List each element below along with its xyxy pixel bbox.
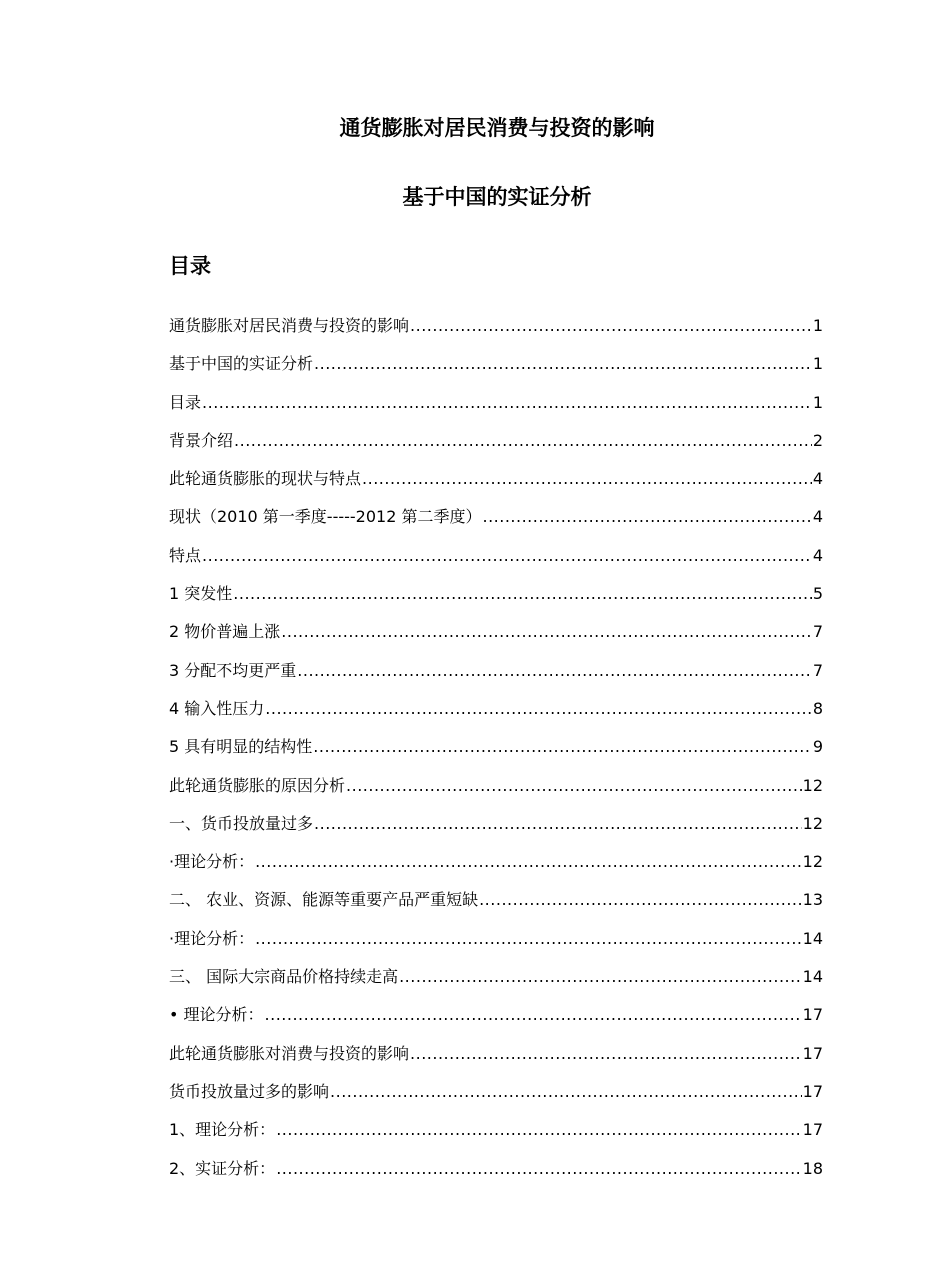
- toc-entry-text: 此轮通货膨胀的现状与特点: [169, 469, 362, 489]
- toc-entry-text: 1 突发性: [169, 584, 233, 604]
- toc-leader-dots: [410, 1040, 802, 1068]
- toc-leader-dots: [265, 1001, 802, 1029]
- toc-entry-text: • 理论分析：: [169, 1005, 264, 1025]
- toc-entry-page: 18: [802, 1158, 823, 1178]
- toc-entry-text: 此轮通货膨胀的原因分析: [169, 775, 346, 795]
- table-of-contents: [169, 312, 823, 1193]
- toc-entry[interactable]: [169, 733, 823, 771]
- toc-entry[interactable]: [169, 963, 823, 1001]
- toc-entry-page: 1: [812, 392, 823, 412]
- toc-entry[interactable]: [169, 886, 823, 924]
- toc-leader-dots: [410, 312, 812, 340]
- toc-entry-text: 特点: [169, 545, 202, 565]
- toc-entry-text: 5 具有明显的结构性: [169, 737, 313, 757]
- toc-leader-dots: [314, 350, 812, 378]
- toc-entry-page: 4: [812, 507, 823, 527]
- toc-entry[interactable]: [169, 848, 823, 886]
- toc-entry-text: 货币投放量过多的影响: [169, 1081, 330, 1101]
- toc-entry-text: 2 物价普遍上涨: [169, 622, 281, 642]
- toc-entry[interactable]: [169, 810, 823, 848]
- toc-leader-dots: [234, 427, 812, 455]
- toc-entry-page: 7: [812, 660, 823, 680]
- toc-entry-page: 12: [802, 775, 823, 795]
- toc-entry-page: 4: [812, 469, 823, 489]
- toc-entry[interactable]: [169, 657, 823, 695]
- toc-leader-dots: [281, 618, 812, 646]
- toc-entry[interactable]: [169, 465, 823, 503]
- toc-entry[interactable]: [169, 580, 823, 618]
- toc-entry[interactable]: [169, 542, 823, 580]
- toc-entry-text: ·理论分析：: [169, 852, 255, 872]
- toc-leader-dots: [399, 963, 802, 991]
- toc-entry-text: 一、货币投放量过多: [169, 813, 314, 833]
- toc-entry-page: 8: [812, 698, 823, 718]
- toc-entry-text: 目录: [169, 392, 202, 412]
- toc-entry[interactable]: [169, 772, 823, 810]
- toc-entry-page: 4: [812, 545, 823, 565]
- toc-entry[interactable]: [169, 695, 823, 733]
- toc-entry-text: 基于中国的实证分析: [169, 354, 314, 374]
- toc-entry[interactable]: [169, 925, 823, 963]
- toc-entry[interactable]: [169, 1001, 823, 1039]
- toc-heading: 目录: [169, 254, 211, 278]
- toc-leader-dots: [482, 503, 811, 531]
- toc-entry-page: 17: [802, 1043, 823, 1063]
- toc-entry-text: 2、实证分析：: [169, 1158, 276, 1178]
- toc-entry-page: 14: [802, 967, 823, 987]
- toc-entry-text: 4 输入性压力: [169, 698, 265, 718]
- toc-entry-page: 17: [802, 1005, 823, 1025]
- toc-entry-text: 背景介绍: [169, 430, 234, 450]
- toc-leader-dots: [202, 542, 812, 570]
- toc-leader-dots: [255, 925, 802, 953]
- toc-entry[interactable]: [169, 312, 823, 350]
- toc-entry[interactable]: [169, 1116, 823, 1154]
- toc-entry[interactable]: [169, 618, 823, 656]
- toc-entry-text: 三、 国际大宗商品价格持续走高: [169, 967, 399, 987]
- toc-entry-page: 17: [802, 1081, 823, 1101]
- toc-entry-page: 7: [812, 622, 823, 642]
- toc-entry[interactable]: [169, 389, 823, 427]
- toc-entry[interactable]: [169, 350, 823, 388]
- toc-leader-dots: [313, 733, 812, 761]
- toc-entry-text: ·理论分析：: [169, 928, 255, 948]
- toc-leader-dots: [233, 580, 812, 608]
- toc-entry-page: 1: [812, 316, 823, 335]
- toc-leader-dots: [297, 657, 812, 685]
- toc-entry-page: 1: [812, 354, 823, 374]
- toc-leader-dots: [276, 1155, 801, 1183]
- toc-leader-dots: [362, 465, 812, 493]
- toc-leader-dots: [276, 1116, 801, 1144]
- toc-entry-text: 现状（2010 第一季度-----2012 第二季度）: [169, 507, 482, 527]
- toc-entry[interactable]: [169, 427, 823, 465]
- toc-entry-page: 2: [812, 430, 823, 450]
- toc-leader-dots: [202, 389, 812, 417]
- toc-entry-text: 此轮通货膨胀对消费与投资的影响: [169, 1043, 410, 1063]
- toc-leader-dots: [265, 695, 812, 723]
- toc-entry-text: 二、 农业、资源、能源等重要产品严重短缺: [169, 890, 479, 910]
- toc-entry[interactable]: [169, 1040, 823, 1078]
- toc-entry-text: 1、理论分析：: [169, 1120, 276, 1140]
- document-subtitle: 基于中国的实证分析: [402, 185, 592, 209]
- toc-entry-page: 13: [802, 890, 823, 910]
- toc-entry[interactable]: [169, 1155, 823, 1193]
- toc-entry-page: 5: [812, 584, 823, 604]
- toc-entry-page: 9: [812, 737, 823, 757]
- toc-entry-page: 17: [802, 1120, 823, 1140]
- toc-entry[interactable]: [169, 503, 823, 541]
- toc-entry[interactable]: [169, 1078, 823, 1116]
- toc-entry-page: 12: [802, 852, 823, 872]
- toc-entry-page: 14: [802, 928, 823, 948]
- toc-entry-page: 12: [802, 813, 823, 833]
- toc-leader-dots: [314, 810, 802, 838]
- toc-leader-dots: [330, 1078, 802, 1106]
- document-title: 通货膨胀对居民消费与投资的影响: [339, 116, 655, 140]
- toc-entry-text: 3 分配不均更严重: [169, 660, 297, 680]
- toc-entry-text: 通货膨胀对居民消费与投资的影响: [169, 316, 410, 335]
- toc-leader-dots: [346, 772, 802, 800]
- toc-leader-dots: [255, 848, 802, 876]
- toc-leader-dots: [479, 886, 802, 914]
